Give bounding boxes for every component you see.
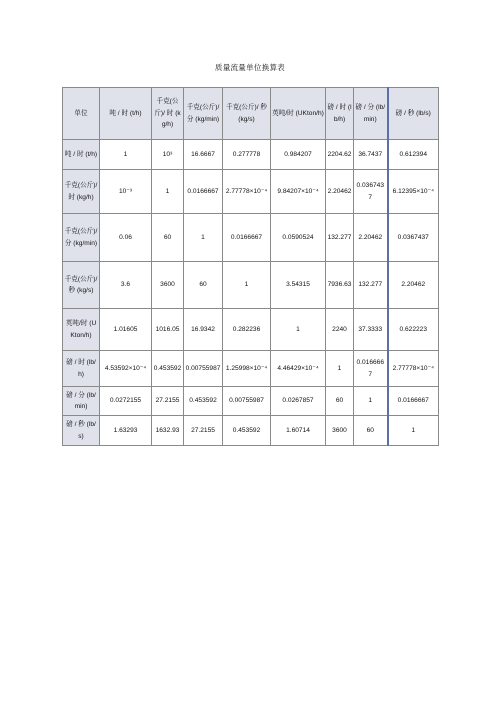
table-cell: 0.612394 [388,140,439,170]
table-cell: 0.984207 [271,140,326,170]
table-cell: 16.6667 [184,140,223,170]
table-cell: 0.453592 [184,387,223,416]
table-cell: 0.622223 [388,309,439,351]
table-cell: 60 [326,387,354,416]
table-cell: 37.3333 [354,309,388,351]
page-title: 质量流量单位换算表 [214,63,286,72]
header-row [63,88,439,140]
row-header-cell: 磅 / 分 (lb/min) [63,387,100,416]
table-cell: 0.00755987 [223,387,271,416]
table-row [63,387,439,416]
table-cell: 2.77778×10⁻⁴ [223,170,271,214]
table-row [63,214,439,262]
table-row [63,140,439,170]
table-cell: 27.2155 [152,387,184,416]
table-cell: 0.0166667 [223,214,271,262]
table-cell: 0.0367437 [388,214,439,262]
table-cell: 3.54315 [271,262,326,309]
table-cell: 132.277 [354,262,388,309]
row-header-cell: 千克(公斤)/ 秒 (kg/s) [63,262,100,309]
table-cell: 2240 [326,309,354,351]
table-cell: 0.453592 [223,416,271,446]
table-cell: 4.46429×10⁻⁴ [271,351,326,387]
header-cell: 吨 / 时 (t/h) [100,88,152,140]
table-cell: 0.453592 [152,351,184,387]
table-cell: 1 [271,309,326,351]
table-cell: 2.77778×10⁻⁴ [388,351,439,387]
table-cell: 60 [354,416,388,446]
table-cell: 0.06 [100,214,152,262]
table-cell: 10⁻³ [100,170,152,214]
table-cell: 9.84207×10⁻⁴ [271,170,326,214]
table-cell: 0.0367437 [354,170,388,214]
table-cell: 7936.63 [326,262,354,309]
header-cell: 千克(公斤)/ 时 (kg/h) [152,88,184,140]
table-row [63,170,439,214]
header-cell: 千克(公斤)/ 秒 (kg/s) [223,88,271,140]
table-cell: 10³ [152,140,184,170]
table-cell: 1 [326,351,354,387]
row-header-cell: 千克(公斤)/ 时 (kg/h) [63,170,100,214]
table-cell: 60 [152,214,184,262]
table-cell: 1 [354,387,388,416]
table-cell: 16.9342 [184,309,223,351]
table-cell: 3600 [152,262,184,309]
table-cell: 1 [388,416,439,446]
table-cell: 2204.62 [326,140,354,170]
table-cell: 36.7437 [354,140,388,170]
table-cell: 0.0590524 [271,214,326,262]
row-header-cell: 千克(公斤)/ 分 (kg/min) [63,214,100,262]
row-header-cell: 英吨/时 (UKton/h) [63,309,100,351]
table-cell: 1 [223,262,271,309]
table-cell: 3.6 [100,262,152,309]
table-cell: 1632.93 [152,416,184,446]
table-cell: 60 [184,262,223,309]
table-row [63,416,439,446]
header-cell: 英吨/时 (UKton/h) [271,88,326,140]
table-cell: 1 [184,214,223,262]
table-cell: 2.20462 [326,170,354,214]
table-cell: 1.01605 [100,309,152,351]
table-cell: 2.20462 [388,262,439,309]
header-cell: 磅 / 秒 (lb/s) [388,88,439,140]
conversion-table [62,87,439,446]
table-cell: 1.60714 [271,416,326,446]
table-cell: 0.282236 [223,309,271,351]
table-cell: 0.0166667 [184,170,223,214]
table-cell: 1.25998×10⁻⁴ [223,351,271,387]
table-cell: 0.0166667 [388,387,439,416]
table-cell: 0.0272155 [100,387,152,416]
table-cell: 0.0267857 [271,387,326,416]
table-cell: 27.2155 [184,416,223,446]
table-cell: 0.277778 [223,140,271,170]
header-cell: 单位 [63,88,100,140]
table-cell: 3600 [326,416,354,446]
table-row [63,351,439,387]
header-cell: 磅 / 分 (lb/min) [354,88,388,140]
table-row [63,309,439,351]
header-cell: 千克(公斤)/ 分 (kg/min) [184,88,223,140]
row-header-cell: 磅 / 秒 (lb/s) [63,416,100,446]
table-cell: 4.53592×10⁻⁴ [100,351,152,387]
table-row [63,262,439,309]
table-cell: 1016.05 [152,309,184,351]
table-cell: 0.00755987 [184,351,223,387]
table-cell: 0.0166667 [354,351,388,387]
table-cell: 132.277 [326,214,354,262]
row-header-cell: 吨 / 时 (t/h) [63,140,100,170]
table-cell: 1.63293 [100,416,152,446]
table-cell: 6.12395×10⁻⁴ [388,170,439,214]
table-cell: 1 [100,140,152,170]
table-cell: 1 [152,170,184,214]
header-cell: 磅 / 时 (lb/h) [326,88,354,140]
row-header-cell: 磅 / 时 (lb/h) [63,351,100,387]
table-cell: 2.20462 [354,214,388,262]
